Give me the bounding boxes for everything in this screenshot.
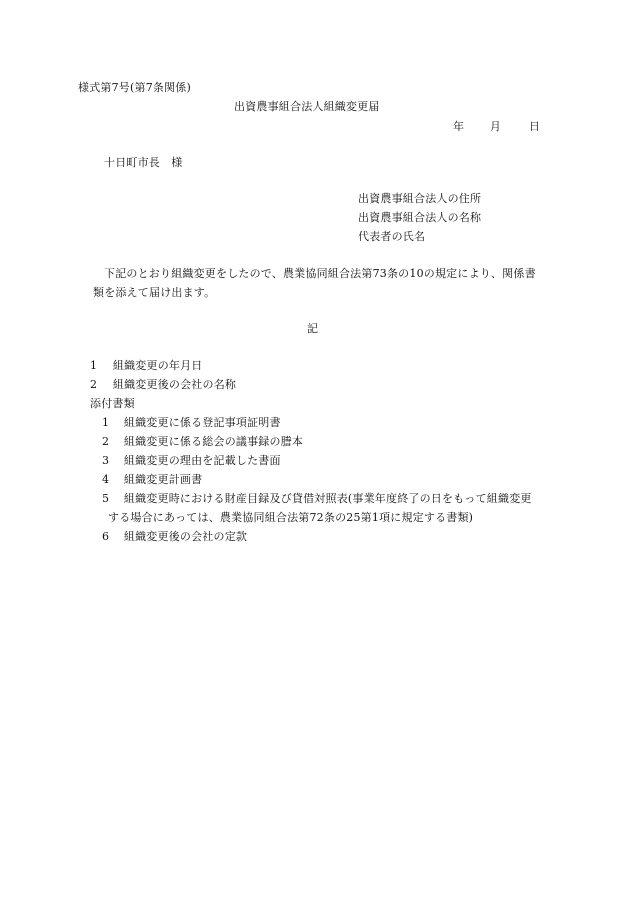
attachment-row (102, 436, 303, 447)
attachment-text: 組織変更に係る登記事項証明書 (123, 416, 281, 429)
addressee: 十日町市長 様 (104, 156, 183, 169)
document-title: 出資農事組合法人組織変更届 (234, 100, 380, 113)
form-label: 様式第7号(第7条関係) (78, 81, 191, 94)
date-line (453, 121, 540, 132)
item-text: 組織変更後の会社の名称 (112, 378, 237, 391)
body-line-1: 下記のとおり組織変更をしたので、農業協同組合法第73条の10の規定により、関係書 (104, 267, 536, 280)
item-number: 1 (90, 359, 98, 372)
attachment-text: 組織変更計画書 (123, 473, 203, 486)
item-row (90, 360, 203, 371)
attachment-number: 3 (102, 454, 110, 467)
attachments-heading: 添付書類 (90, 397, 135, 410)
attachment-number: 6 (102, 530, 110, 543)
attachment-text: 組織変更後の会社の定款 (123, 530, 248, 543)
item-text: 組織変更の年月日 (112, 359, 203, 372)
attachment-row (102, 417, 281, 428)
applicant-name: 出資農事組合法人の名称 (358, 211, 482, 224)
attachment-number: 2 (102, 435, 110, 448)
ki-heading: 記 (307, 322, 319, 335)
applicant-representative: 代表者の氏名 (358, 230, 426, 243)
attachment-row (102, 474, 202, 485)
attachment-row (102, 455, 281, 466)
attachment-row (102, 531, 247, 542)
attachment-text: 組織変更時における財産目録及び貸借対照表(事業年度終了の日をもって組織変更 (123, 492, 532, 505)
attachment-continuation: する場合にあっては、農業協同組合法第72条の25第1項に規定する書類) (108, 511, 474, 524)
attachment-text: 組織変更に係る総会の議事録の謄本 (123, 435, 304, 448)
attachment-number: 4 (102, 473, 110, 486)
date-month: 月 (489, 120, 502, 133)
item-number: 2 (90, 378, 98, 391)
attachment-text: 組織変更の理由を記載した書面 (123, 454, 281, 467)
date-year: 年 (453, 120, 465, 133)
date-day: 日 (528, 120, 541, 133)
item-row (90, 379, 236, 390)
applicant-address: 出資農事組合法人の住所 (358, 192, 482, 205)
attachment-number: 5 (102, 492, 110, 505)
attachment-number: 1 (102, 416, 110, 429)
attachment-row (102, 493, 532, 504)
body-line-2: 類を添えて届け出ます。 (93, 286, 216, 299)
